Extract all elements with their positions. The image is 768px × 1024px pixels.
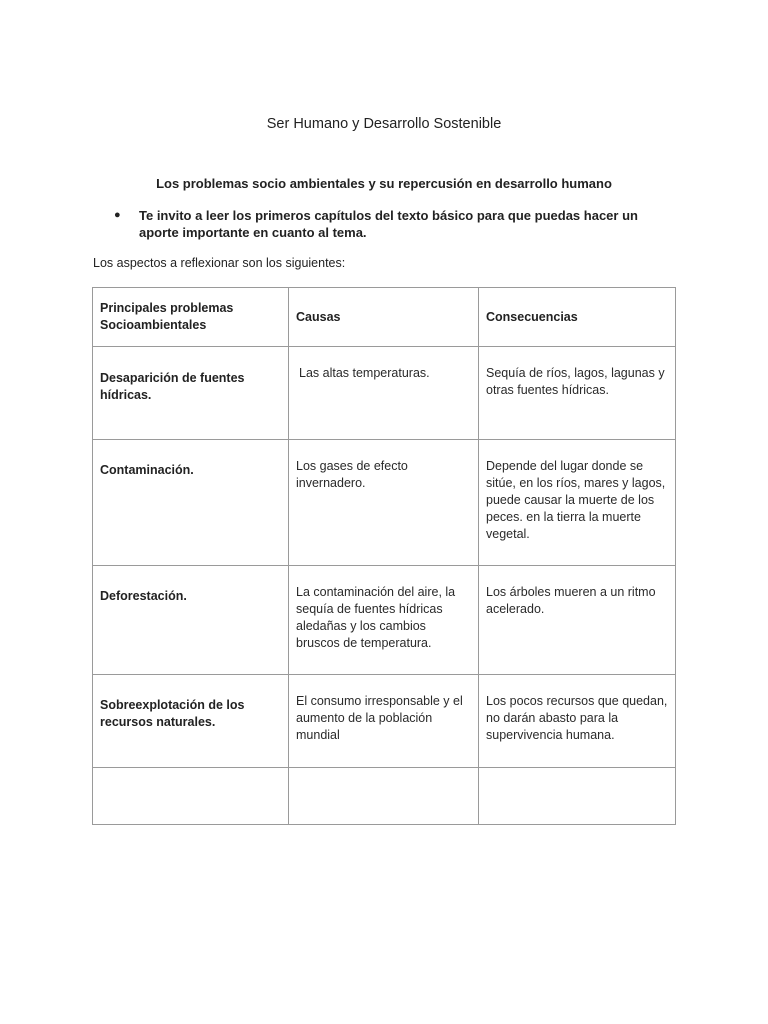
- consequence-text: Los pocos recursos que quedan, no darán abasto para la supervivencia humana.: [486, 694, 668, 742]
- cause-cell: [289, 566, 479, 675]
- document-subtitle: Los problemas socio ambientales y su repercusión en desarrollo humano: [156, 176, 612, 191]
- intro-text: Los aspectos a reflexionar son los siguientes:: [93, 256, 346, 270]
- consequence-text: Depende del lugar donde se sitúe, en los ríos, mares y lagos, puede causar la muerte de los peces. en la tierra la muerte vegetal.: [486, 459, 666, 541]
- consequence-cell: [479, 440, 676, 566]
- table-header-row: [93, 288, 676, 347]
- cause-cell: [289, 347, 479, 440]
- table-row: [93, 566, 676, 675]
- problem-cell: [93, 440, 289, 566]
- problem-text: Contaminación.: [100, 463, 194, 477]
- table-row: [93, 347, 676, 440]
- cause-text: La contaminación del aire, la sequía de fuentes hídricas aledañas y los cambios bruscos de temperatura.: [296, 585, 456, 650]
- bullet-text: Te invito a leer los primeros capítulos del texto básico para que puedas hacer un aporte importante en cuanto al tema.: [139, 208, 638, 240]
- consequence-text: Sequía de ríos, lagos, lagunas y otras fuentes hídricas.: [486, 366, 665, 397]
- cause-cell: [289, 675, 479, 768]
- cause-cell: [289, 768, 479, 825]
- header-consequences: Consecuencias: [479, 288, 676, 347]
- cause-cell: [289, 440, 479, 566]
- problem-cell: [93, 566, 289, 675]
- header-problems: Principales problemas Socioambientales: [93, 288, 289, 347]
- problem-text: Deforestación.: [100, 589, 187, 603]
- table-row: [93, 675, 676, 768]
- cause-text: Los gases de efecto invernadero.: [296, 459, 408, 490]
- table-row: [93, 768, 676, 825]
- cause-text: El consumo irresponsable y el aumento de la población mundial: [296, 694, 463, 742]
- consequence-cell: [479, 768, 676, 825]
- table-row: [93, 440, 676, 566]
- consequence-cell: [479, 566, 676, 675]
- problem-cell: [93, 675, 289, 768]
- problem-cell: [93, 347, 289, 440]
- document-title: Ser Humano y Desarrollo Sostenible: [266, 116, 502, 132]
- bullet-item: [114, 207, 674, 241]
- cause-text: Las altas temperaturas.: [299, 366, 430, 380]
- consequence-text: Los árboles mueren a un ritmo acelerado.: [486, 585, 656, 616]
- problem-text: Desaparición de fuentes hídricas.: [100, 371, 245, 402]
- problems-table: [92, 287, 676, 825]
- problem-text: Sobreexplotación de los recursos naturales.: [100, 698, 245, 729]
- header-causes: Causas: [289, 288, 479, 347]
- consequence-cell: [479, 347, 676, 440]
- bullet-dot-icon: ●: [114, 209, 121, 221]
- consequence-cell: [479, 675, 676, 768]
- problem-cell: [93, 768, 289, 825]
